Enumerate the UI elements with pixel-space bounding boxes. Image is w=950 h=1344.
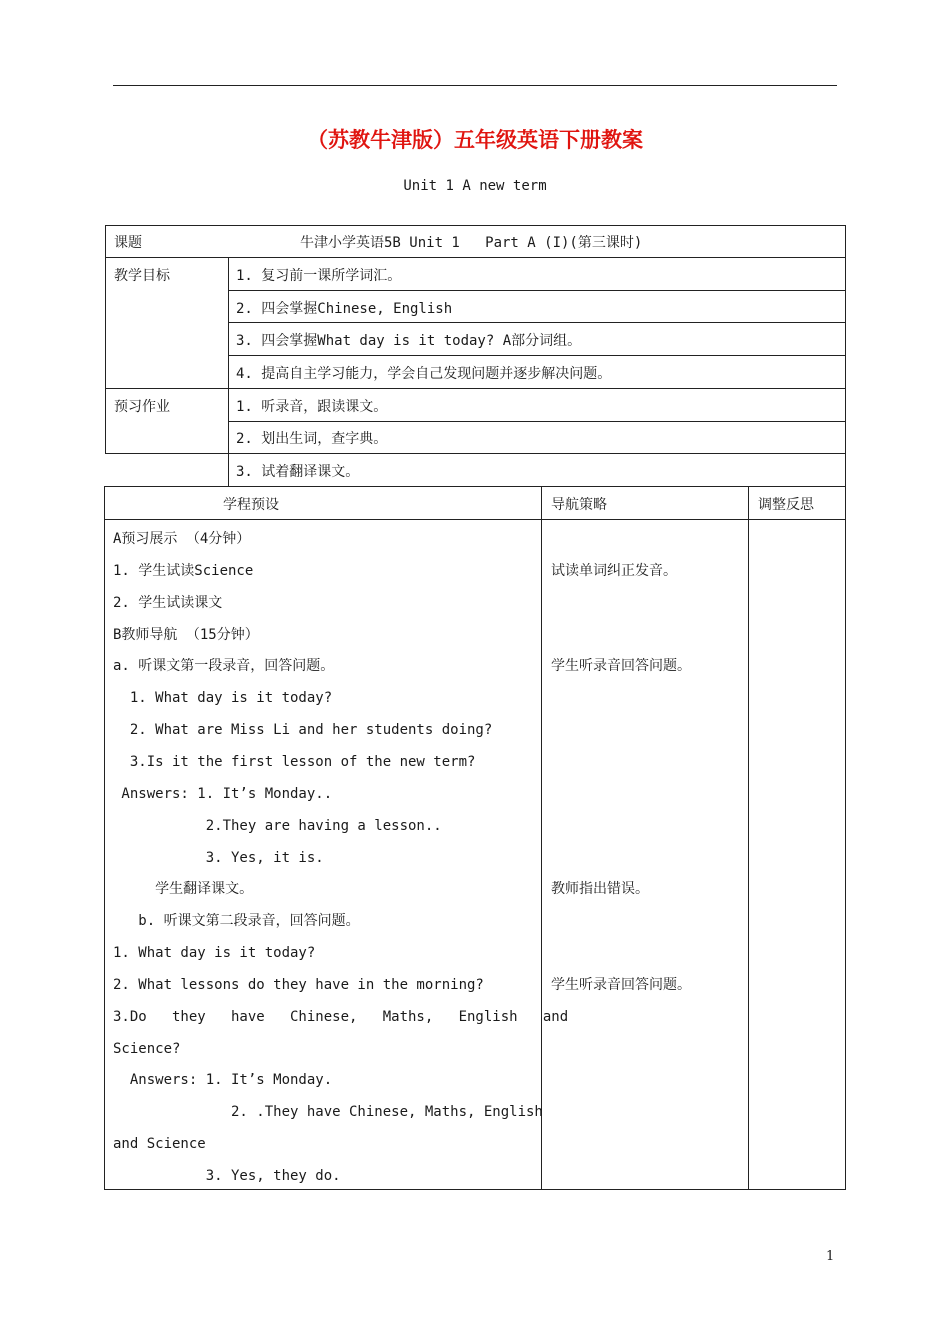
process-line: 3.Do they have Chinese, Maths, English and — [113, 1008, 569, 1025]
prep-label: 预习作业 — [114, 399, 170, 415]
prep-item: 2. 划出生词，查字典。 — [236, 431, 388, 447]
header-rule — [113, 85, 837, 86]
page-number: 1 — [826, 1249, 835, 1264]
goals-label: 教学目标 — [114, 268, 170, 284]
goal-item: 1. 复习前一课所学词汇。 — [236, 268, 402, 284]
prep-item: 1. 听录音，跟读课文。 — [236, 399, 388, 415]
process-line: and Science — [113, 1136, 206, 1153]
process-line: b. 听课文第二段录音，回答问题。 — [113, 913, 360, 930]
process-line: 2.They are having a lesson.. — [113, 817, 442, 834]
process-line: 1. What day is it today? — [113, 690, 333, 707]
strategy-note: 学生听录音回答问题。 — [551, 658, 691, 675]
process-header: 学程预设 — [223, 497, 279, 513]
process-line: 3.Is it the first lesson of the new term? — [113, 753, 476, 770]
strategy-header: 导航策略 — [551, 497, 607, 513]
document-subtitle: Unit 1 A new term — [403, 178, 547, 194]
goal-item: 2. 四会掌握Chinese, English — [236, 301, 453, 317]
process-line: 1. 学生试读Science — [113, 562, 254, 579]
prep-item: 3. 试着翻译课文。 — [236, 464, 360, 480]
strategy-note: 教师指出错误。 — [551, 881, 649, 898]
process-line: 学生翻译课文。 — [113, 881, 254, 898]
process-line: 2. .They have Chinese, Maths, English — [113, 1104, 543, 1121]
process-line: A预习展示 （4分钟） — [113, 531, 251, 547]
process-line: 2. 学生试读课文 — [113, 594, 223, 611]
strategy-note: 学生听录音回答问题。 — [551, 976, 691, 993]
strategy-note: 试读单词纠正发音。 — [551, 562, 677, 579]
process-line: Answers: 1. It’s Monday. — [113, 1072, 333, 1089]
goal-item: 3. 四会掌握What day is it today? A部分词组。 — [236, 333, 582, 349]
process-line: 1. What day is it today? — [113, 945, 316, 962]
process-line: Science? — [113, 1040, 181, 1057]
goal-item: 4. 提高自主学习能力，学会自己发现问题并逐步解决问题。 — [236, 366, 612, 382]
process-line: 2. What lessons do they have in the morning? — [113, 976, 484, 993]
process-line: 2. What are Miss Li and her students doing? — [113, 722, 493, 739]
process-line: Answers: 1. It’s Monday.. — [113, 785, 333, 802]
topic-value: 牛津小学英语5B Unit 1 Part A (I)(第三课时) — [300, 235, 643, 251]
topic-label: 课题 — [114, 235, 142, 251]
process-line: 3. Yes, it is. — [113, 849, 324, 866]
process-line: a. 听课文第一段录音，回答问题。 — [113, 658, 335, 675]
process-line: B教师导航 （15分钟） — [113, 626, 259, 643]
process-line: 3. Yes, they do. — [113, 1168, 341, 1184]
reflection-header: 调整反思 — [758, 497, 814, 513]
document-title: （苏教牛津版）五年级英语下册教案 — [307, 128, 643, 152]
